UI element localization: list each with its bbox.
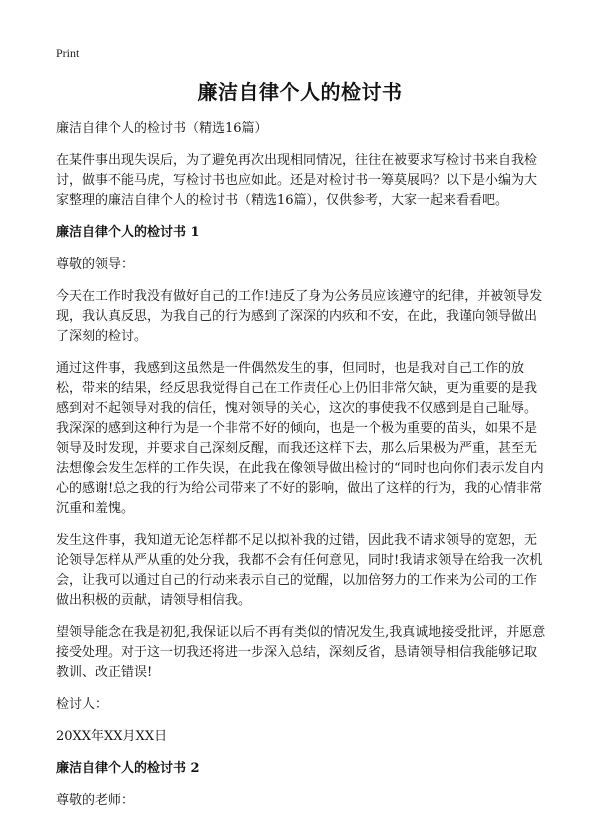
section-1-heading: 廉洁自律个人的检讨书 1 <box>56 225 200 240</box>
document-body <box>56 119 546 823</box>
section-1-paragraph-1: 今天在工作时我没有做好自己的工作!违反了身为公务员应该遵守的纪律，并被领导发现，我认真反思，为我自己的行为感到了深深的内疚和不安，在此，我谨向领导做出了深刻的检讨。 <box>56 289 543 344</box>
section-1-signer: 检讨人： <box>56 697 109 712</box>
section-2-heading: 廉洁自律个人的检讨书 2 <box>56 761 200 776</box>
print-link[interactable]: Print <box>56 46 80 60</box>
section-2-greeting: 尊敬的老师： <box>56 793 135 808</box>
document-subtitle: 廉洁自律个人的检讨书（精选16篇） <box>56 121 268 136</box>
section-1-paragraph-2: 通过这件事，我感到这虽然是一件偶然发生的事，但同时，也是我对自己工作的放松，带来的结果，经反思我觉得自己在工作责任心上仍旧非常欠缺，更为重要的是我感到对不起领导对我的信任，愧对领导的关心，这次的事使我不仅感到是自己耻辱。我深深的感到这种行为是一个非常不好的倾向，也是一个极为重要的苗头，如果不是领导及时发现，并要求自己深刻反醒，而我还这样下去，那么后果极为严重，甚至无法想像会发生怎样的工作失误，在此我在像领导做出检讨的“同时也向你们表示发自内心的感谢!总之我的行为给公司带来了不好的影响，做出了这样的行为，我的心情非常沉重和羞愧。 <box>56 361 544 516</box>
section-1-paragraph-3: 发生这件事，我知道无论怎样都不足以拟补我的过错，因此我不请求领导的宽恕，无论领导怎样从严从重的处分我，我都不会有任何意见，同时!我请求领导在给我一次机会，让我可以通过自己的行动来表示自己的觉醒，以加倍努力的工作来为公司的工作做出积极的贡献，请领导相信我。 <box>56 533 543 608</box>
section-1-date: 20XX年XX月XX日 <box>56 729 168 744</box>
section-1-paragraph-4: 望领导能念在我是初犯,我保证以后不再有类似的情况发生,我真诚地接受批评，并愿意接受处理。对于这一切我还将进一步深入总结，深刻反省，恳请领导相信我能够记取教训、改正错误! <box>56 625 546 680</box>
page-title: 廉洁自律个人的检讨书 <box>197 80 403 104</box>
section-1-greeting: 尊敬的领导： <box>56 257 135 272</box>
intro-paragraph: 在某件事出现失误后，为了避免再次出现相同情况，往往在被要求写检讨书来自我检讨，做事不能马虎，写检讨书也应如此。还是对检讨书一筹莫展吗？以下是小编为大家整理的廉洁自律个人的检讨书（精选16篇），仅供参考，大家一起来看看吧。 <box>56 153 538 208</box>
